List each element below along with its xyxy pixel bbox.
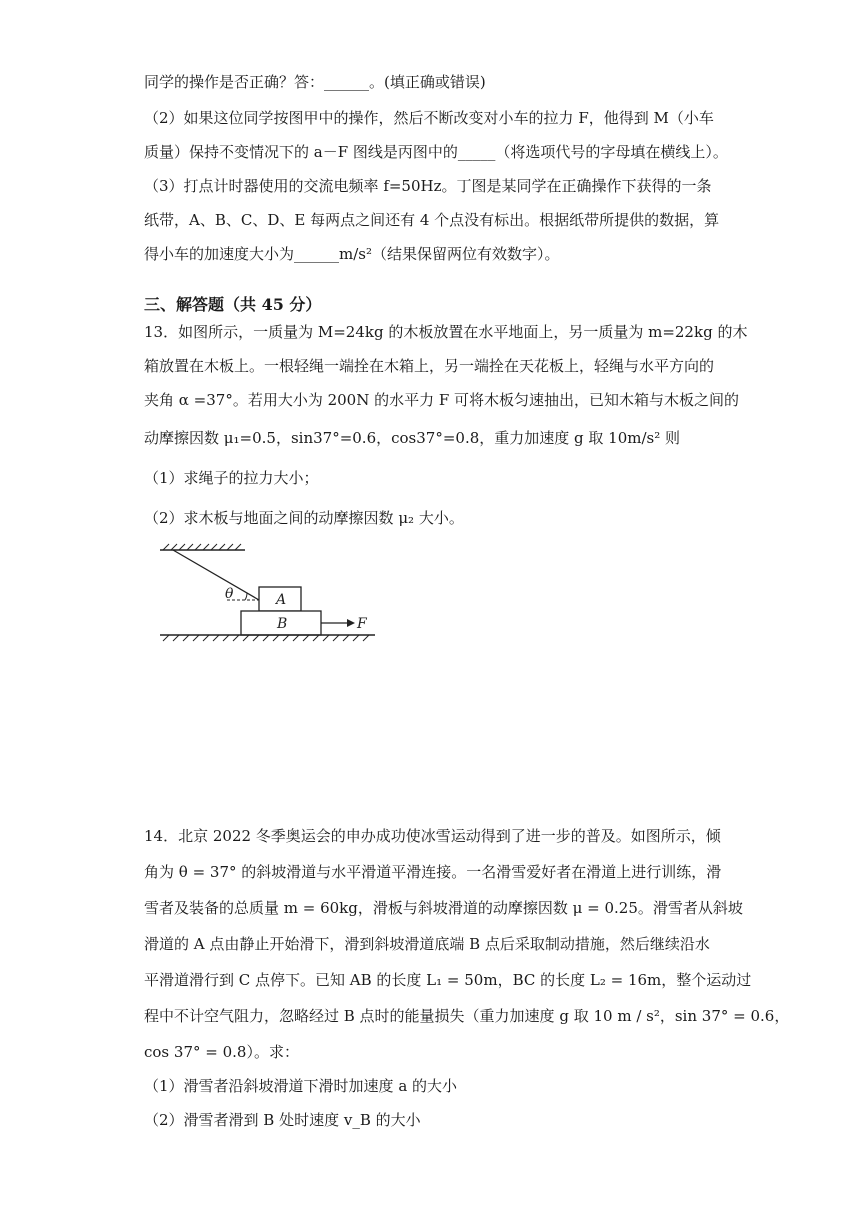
q13-figure [155,540,385,654]
angle-arc [245,593,247,600]
q12-line-1: 同学的操作是否正确？答：______。(填正确或错误) [144,73,486,91]
theta-label: θ [225,586,234,602]
q14-line-4: 滑道的 A 点由静止开始滑下，滑到斜坡滑道底端 B 点后采取制动措施，然后继续沿水 [144,935,710,953]
q12-line-4: （3）打点计时器使用的交流电频率 f=50Hz。丁图是某同学在正确操作下获得的一条 [144,177,712,195]
q14-line-6: 程中不计空气阻力，忽略经过 B 点时的能量损失（重力加速度 g 取 10 m / s²，sin 37° = 0.6， [144,1007,790,1025]
q14-line-2: 角为 θ = 37° 的斜坡滑道与水平滑道平滑连接。一名滑雪爱好者在滑道上进行训练，滑 [144,863,722,881]
q12-line-2: （2）如果这位同学按图甲中的操作，然后不断改变对小车的拉力 F，他得到 M（小车 [144,109,714,127]
q14-line-5: 平滑道滑行到 C 点停下。已知 AB 的长度 L₁ = 50m，BC 的长度 L₂ = 16m，整个运动过 [144,971,752,989]
q12-line-5: 纸带，A、B、C、D、E 每两点之间还有 4 个点没有标出。根据纸带所提供的数据，算 [144,211,720,229]
force-label: F [357,616,367,632]
q14-line-7: cos 37° = 0.8）。求： [144,1043,299,1061]
q14-line-8: （1）滑雪者沿斜坡滑道下滑时加速度 a 的大小 [144,1077,458,1095]
section-title: 三、解答题（共 45 分） [144,295,322,314]
block-a-label: A [276,592,287,608]
q13-line-2: 箱放置在木板上。一根轻绳一端拴在木箱上，另一端拴在天花板上，轻绳与水平方向的 [144,357,715,375]
q13-line-6: （2）求木板与地面之间的动摩擦因数 μ₂ 大小。 [144,509,464,527]
q13-line-1: 13．如图所示，一质量为 M=24kg 的木板放置在水平地面上，另一质量为 m=22kg 的木 [144,323,748,341]
q12-line-6: 得小车的加速度大小为______m/s²（结果保留两位有效数字）。 [144,245,560,263]
rope [173,550,259,600]
q13-line-3: 夹角 α =37°。若用大小为 200N 的水平力 F 可将木板匀速抽出，已知木箱与木板之间的 [144,391,740,409]
force-arrow-head [347,619,355,627]
ground-hatch [163,635,369,641]
q14-line-3: 雪者及装备的总质量 m = 60kg，滑板与斜坡滑道的动摩擦因数 μ = 0.25。滑雪者从斜坡 [144,899,743,917]
q12-line-3: 质量）保持不变情况下的 a－F 图线是丙图中的_____（将选项代号的字母填在横线上）。 [144,143,728,161]
q14-line-9: （2）滑雪者滑到 B 处时速度 v_B 的大小 [144,1111,421,1129]
q14-line-1: 14．北京 2022 冬季奥运会的申办成功使冰雪运动得到了进一步的普及。如图所示，倾 [144,827,721,845]
q13-line-5: （1）求绳子的拉力大小； [144,469,319,487]
q13-line-4: 动摩擦因数 μ₁=0.5，sin37°=0.6，cos37°=0.8，重力加速度 g 取 10m/s² 则 [144,429,681,447]
ceiling-hatch [163,544,241,550]
block-b-label: B [277,616,288,632]
